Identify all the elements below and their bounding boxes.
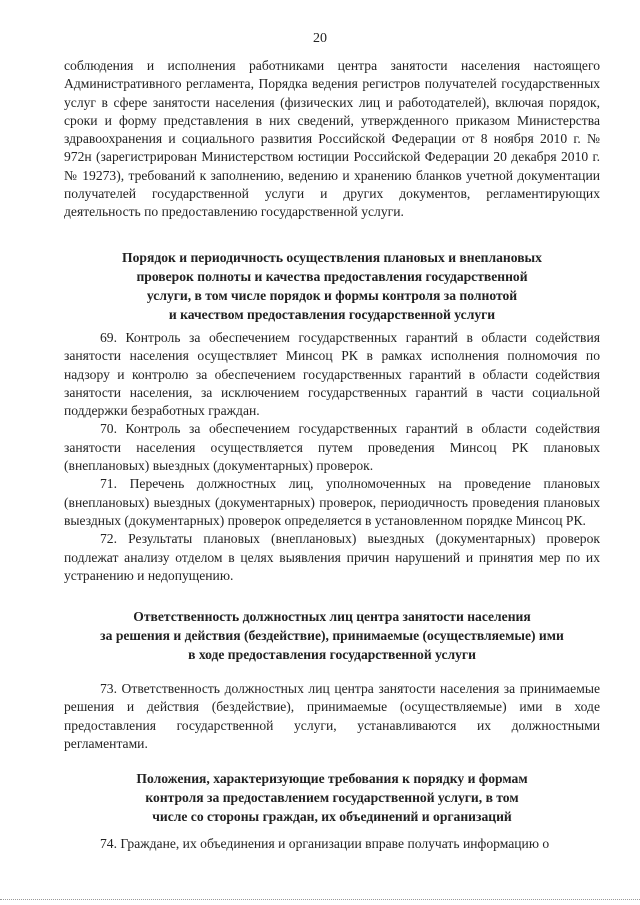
intro-paragraph: соблюдения и исполнения работниками центра занятости населения настоящего Административного регламента, Порядка ведения регистров получателей государственных услуг в сфере занятости населения (физических лиц и работодателей), включая порядок, сроки и форму представления в них сведений, утвержденного приказом Министерства здравоохранения и социального развития Российской Федерации от 8 ноября 2010 г. № 972н (зарегистрирован Министерством юстиции Российской Федерации 20 декабря 2010 г. № 19273), требований к заполнению, ведению и хранению бланков учетной документации получателей государственной услуги и других документов, регламентирующих деятельность по предоставлению государственной услуги. (64, 58, 600, 220)
section3-heading-line: контроля за предоставлением государственной услуги, в том (145, 790, 519, 805)
section3-heading-line: Положения, характеризующие требования к порядку и формам (136, 771, 528, 786)
section2-heading-line: в ходе предоставления государственной услуги (188, 647, 476, 662)
paragraph-72: 72. Результаты плановых (внеплановых) выездных (документарных) проверок подлежат анализу отделом в целях выявления причин нарушений и принятия мер по их устранению и недопущению. (64, 531, 600, 583)
page-number: 20 (313, 31, 327, 46)
section1-heading-line: проверок полноты и качества предоставления государственной (136, 269, 528, 284)
intro-block (64, 57, 600, 222)
section1-heading-line: Порядок и периодичность осуществления плановых и внеплановых (122, 250, 542, 265)
section2-heading-line: за решения и действия (бездействие), принимаемые (осуществляемые) ими (100, 628, 564, 643)
section1-heading-line: и качеством предоставления государственной услуги (168, 307, 496, 322)
section1-heading (64, 248, 600, 324)
section2-body (64, 680, 600, 753)
section3-body (64, 835, 600, 853)
paragraph-71: 71. Перечень должностных лиц, уполномоченных на проведение плановых (внеплановых) выездных (документарных) проверок, периодичность проведения плановых выездных (документарных) проверок определяется в установленном порядке Минсоц РК. (64, 476, 600, 528)
section2-heading-line: Ответственность должностных лиц центра занятости населения (133, 609, 531, 624)
paragraph-69: 69. Контроль за обеспечением государственных гарантий в области содействия занятости населения осуществляет Минсоц РК в рамках исполнения полномочия по надзору и контролю за обеспечением государственных гарантий в области содействия занятости населения, за исключением государственных гарантий в части социальной поддержки безработных граждан. (64, 330, 600, 419)
paragraph-74: 74. Граждане, их объединения и организации вправе получать информацию о (100, 836, 550, 851)
page-bottom-edge (0, 899, 640, 900)
section3-heading-line: числе со стороны граждан, их объединений и организаций (152, 809, 512, 824)
section3-heading (64, 769, 600, 826)
section1-heading-line: услуги, в том числе порядок и формы контроля за полнотой (146, 288, 518, 303)
section1-body (64, 329, 600, 585)
section2-heading (64, 607, 600, 664)
paragraph-73: 73. Ответственность должностных лиц центра занятости населения за принимаемые решения и действия (бездействие), принимаемые (осуществляемые) ими в ходе предоставления государственной услуги, устанавливаются их должностными регламентами. (64, 681, 600, 751)
paragraph-70: 70. Контроль за обеспечением государственных гарантий в области содействия занятости населения осуществляется путем проведения Минсоц РК плановых (внеплановых) выездных (документарных) проверок. (64, 421, 600, 474)
